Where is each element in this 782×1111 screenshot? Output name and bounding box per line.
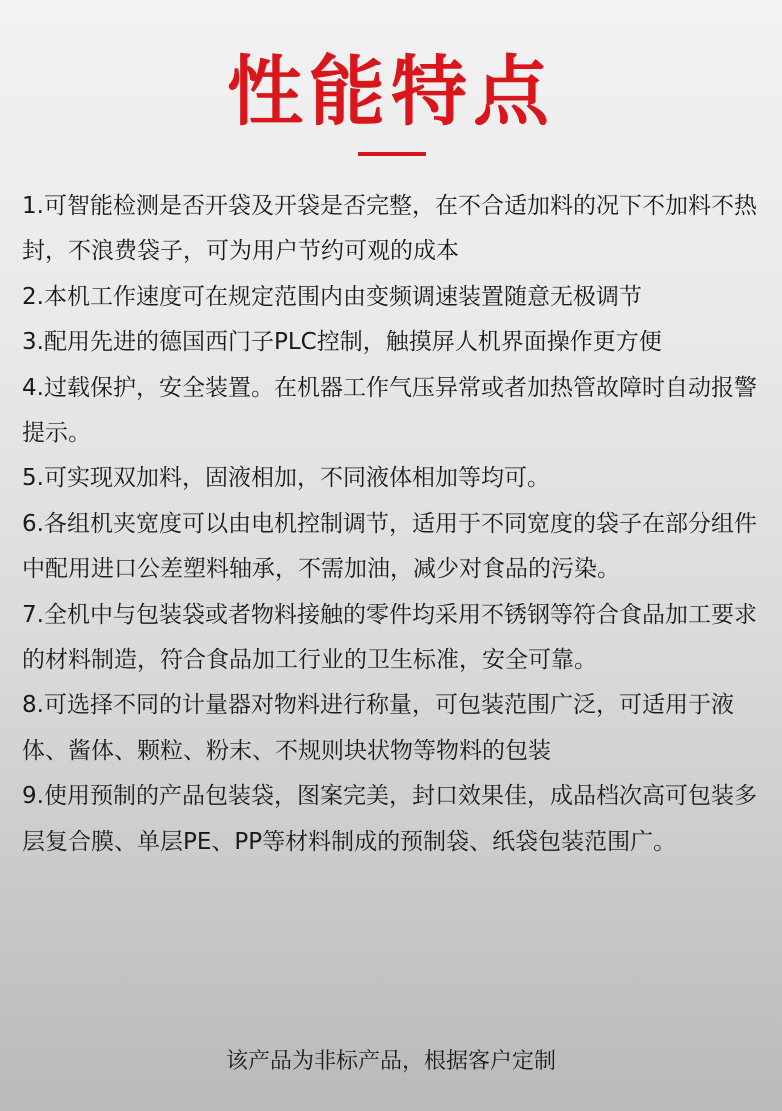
feature-item-1: 1.可智能检测是否开袋及开袋是否完整，在不合适加料的况下不加料不热封，不浪费袋子，可为用户节约可观的成本 bbox=[22, 193, 757, 265]
page-title: 性能特点 bbox=[227, 47, 555, 136]
feature-item-7: 7.全机中与包装袋或者物料接触的零件均采用不锈钢等符合食品加工要求的材料制造，符合食品加工行业的卫生标准，安全可靠。 bbox=[22, 601, 757, 674]
feature-list bbox=[22, 184, 762, 865]
custom-order-note: 该产品为非标产品，根据客户定制 bbox=[225, 1049, 556, 1074]
feature-item-5: 5.可实现双加料，固液相加，不同液体相加等均可。 bbox=[22, 465, 550, 492]
feature-item-6: 6.各组机夹宽度可以由电机控制调节，适用于不同宽度的袋子在部分组件中配用进口公差塑料轴承，不需加油，减少对食品的污染。 bbox=[22, 510, 757, 583]
feature-item-8: 8.可选择不同的计量器对物料进行称量，可包装范围广泛，可适用于液体、酱体、颗粒、粉末、不规则块状物等物料的包装 bbox=[22, 692, 734, 764]
feature-item-4: 4.过载保护，安全装置。在机器工作气压异常或者加热管故障时自动报警提示。 bbox=[22, 374, 757, 447]
feature-item-3: 3.配用先进的德国西门子PLC控制，触摸屏人机界面操作更方便 bbox=[22, 329, 662, 356]
title-underline bbox=[358, 152, 426, 156]
feature-item-2: 2.本机工作速度可在规定范围内由变频调速装置随意无极调节 bbox=[22, 283, 642, 310]
feature-item-9: 9.使用预制的产品包装袋，图案完美，封口效果佳，成品档次高可包装多层复合膜、单层PE、PP等材料制成的预制袋、纸袋包装范围广。 bbox=[22, 783, 757, 855]
